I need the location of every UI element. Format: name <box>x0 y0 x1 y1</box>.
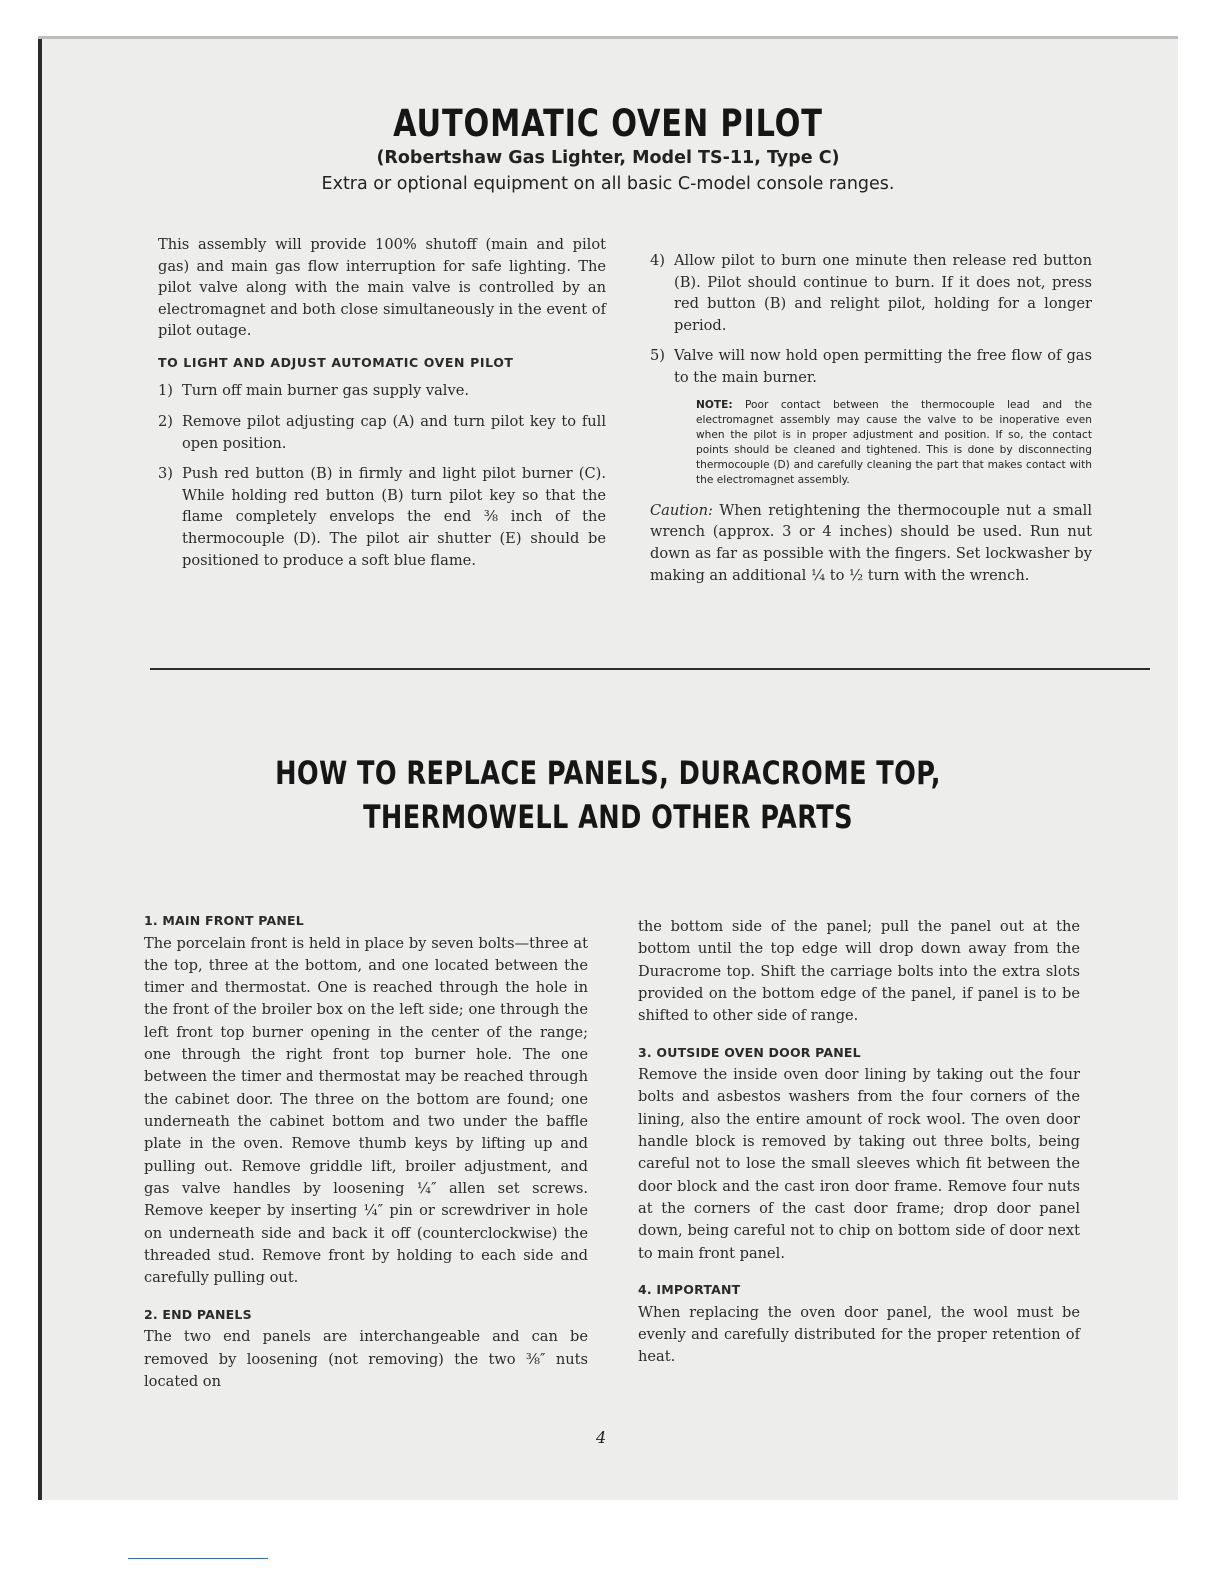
step-number: 2) <box>158 413 173 431</box>
link-underline <box>128 1558 268 1559</box>
section-body: When replacing the oven door panel, the wool must be evenly and carefully distributed for the proper retention of heat. <box>638 1303 1080 1366</box>
step-text: Valve will now hold open permitting the free flow of gas to the main burner. <box>674 347 1092 386</box>
pilot-title: AUTOMATIC OVEN PILOT <box>393 102 823 145</box>
section-divider <box>150 668 1150 670</box>
panels-left-column <box>144 912 588 1409</box>
pilot-step <box>158 380 606 402</box>
section-body-continued: the bottom side of the panel; pull the panel out at the bottom until the top edge will drop down away from the Duracrome top. Shift the carriage bolts into the extra slots provided on the bottom edge of the panel, if panel is to be shifted to other side of range. <box>638 918 1080 1025</box>
step-number: 5) <box>650 347 665 365</box>
panels-title-line2: THERMOWELL AND OTHER PARTS <box>363 798 853 836</box>
section-heading: 1. MAIN FRONT PANEL <box>144 913 304 928</box>
step-text: Push red button (B) in firmly and light pilot burner (C). While holding red button (B) turn pilot key so that the flame completely envelops the end ⅜ inch of the thermocouple (D). The pilot air shutter (E) should be positioned to produce a soft blue flame. <box>182 465 606 569</box>
section-heading: 4. IMPORTANT <box>638 1282 741 1298</box>
pilot-subtitle: (Robertshaw Gas Lighter, Model TS-11, Type C) <box>376 148 840 168</box>
pilot-note <box>696 398 1092 488</box>
panels-title-line1: HOW TO REPLACE PANELS, DURACROME TOP, <box>275 754 941 792</box>
caution-text: When retightening the thermocouple nut a small wrench (approx. 3 or 4 inches) should be used. Run nut down as far as possible with the fingers. Set lockwasher by making an additional ¼ to ½ turn with the wrench. <box>650 501 1092 584</box>
note-label: NOTE: <box>696 398 733 411</box>
step-number: 4) <box>650 252 665 269</box>
step-text: Turn off main burner gas supply valve. <box>182 382 469 400</box>
pilot-step <box>650 345 1092 388</box>
step-text: Allow pilot to burn one minute then release red button (B). Pilot should continue to burn. If it does not, press red button (B) and relight pilot, holding for a longer period. <box>674 252 1092 334</box>
caution-label: Caution: <box>650 501 713 519</box>
section-body: The porcelain front is held in place by seven bolts—three at the top, three at the bottom, and one located between the timer and thermostat. One is reached through the hole in the front of the broiler box on the left side; one through the left front top burner opening in the center of the range; one through the right front top burner hole. The one between the timer and thermostat may be reached through the cabinet door. The three on the bottom are found; one underneath the cabinet bottom and two under the baffle plate in the oven. Remove thumb keys by lifting up and pulling out. Remove griddle lift, broiler adjustment, and gas valve handles by loosening ¼″ allen set screws. Remove keeper by inserting ¼″ pin or screwdriver in hole on underneath side and back it off (counterclockwise) the threaded stud. Remove front by holding to each side and carefully pulling out. <box>144 934 588 1287</box>
pilot-step <box>158 411 606 454</box>
pilot-intro: This assembly will provide 100% shutoff (main and pilot gas) and main gas flow interruption for safe lighting. The pilot valve along with the main valve is controlled by an electromagnet and both close simultaneously in the event of pilot outage. <box>158 236 606 340</box>
scanned-page <box>38 36 1178 1500</box>
page-number: 4 <box>596 1428 607 1447</box>
pilot-right-column <box>650 250 1092 596</box>
pilot-step <box>158 463 606 571</box>
note-text: Poor contact between the thermocouple lead and the electromagnet assembly may cause the valve to be inoperative even when the pilot is in proper adjustment and position. If so, the contact points should be cleaned and tightened. This is done by disconnecting thermocouple (D) and carefully cleaning the part that makes contact with the electromagnet assembly. <box>696 398 1092 486</box>
scan-edge-top <box>38 36 1178 39</box>
section-body: The two end panels are interchangeable and can be removed by loosening (not removing) the two ⅜″ nuts located on <box>144 1328 588 1390</box>
scan-edge-left <box>38 36 42 1500</box>
panels-right-column <box>638 916 1080 1385</box>
pilot-step <box>650 250 1092 336</box>
section-body: Remove the inside oven door lining by taking out the four bolts and asbestos washers from the four corners of the lining, also the entire amount of rock wool. The oven door handle block is removed by taking out three bolts, being careful not to lose the small sleeves which fit between the door block and the cast iron door frame. Remove four nuts at the corners of the cast door frame; drop door panel down, being careful not to chip on bottom side of door next to main front panel. <box>638 1066 1080 1262</box>
step-number: 1) <box>158 382 173 400</box>
pilot-subtitle-2: Extra or optional equipment on all basic C-model console ranges. <box>321 174 895 194</box>
pilot-heading: TO LIGHT AND ADJUST AUTOMATIC OVEN PILOT <box>158 354 514 370</box>
section-heading: 2. END PANELS <box>144 1306 252 1322</box>
pilot-caution <box>650 500 1092 586</box>
step-text: Remove pilot adjusting cap (A) and turn pilot key to full open position. <box>182 413 606 452</box>
section-heading: 3. OUTSIDE OVEN DOOR PANEL <box>638 1044 861 1060</box>
step-number: 3) <box>158 465 173 483</box>
pilot-left-column <box>158 234 606 580</box>
